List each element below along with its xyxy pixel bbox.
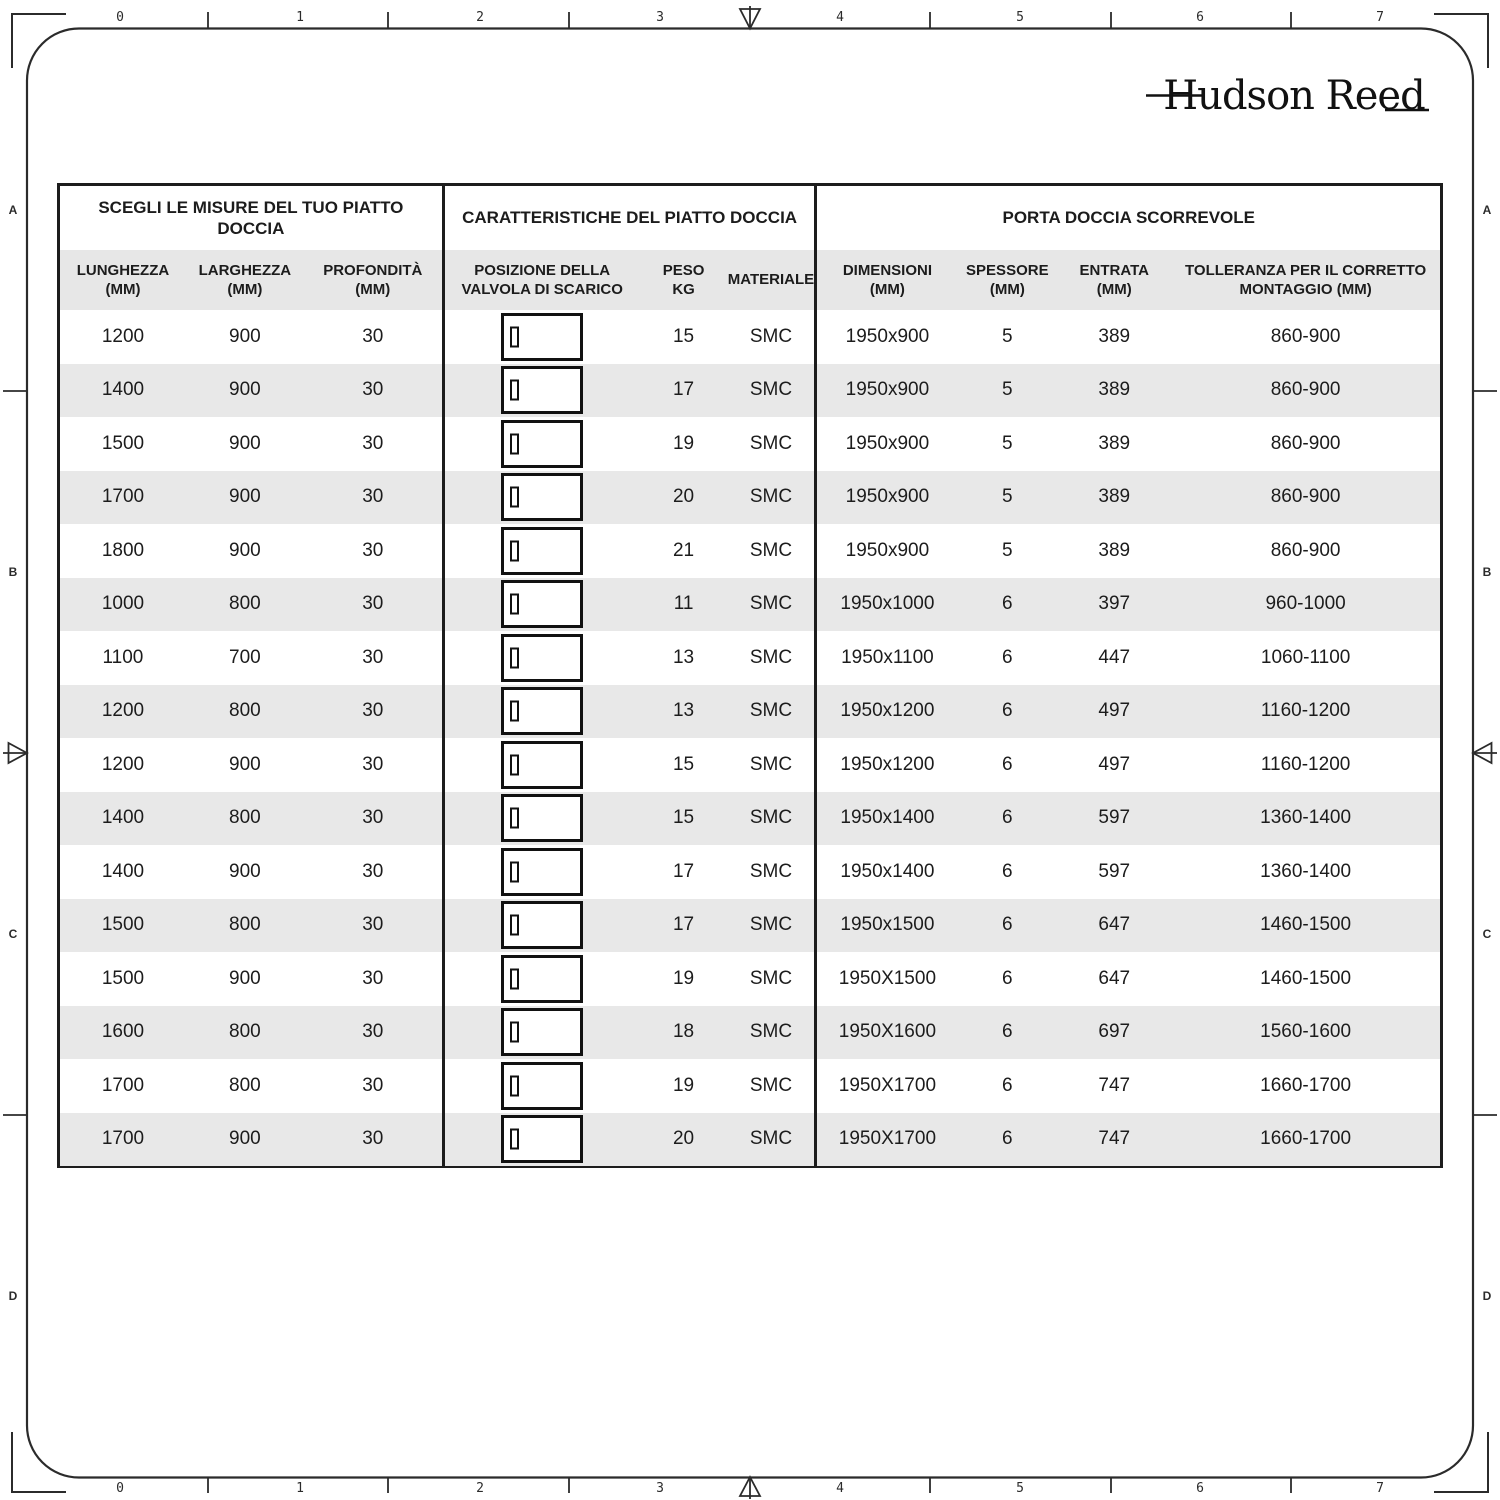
corner-trim-mark [1434,1432,1488,1492]
cell-spessore: 5 [1002,486,1013,508]
cell-profondita: 30 [362,486,384,508]
cell-tolleranza: 960-1000 [1265,593,1346,615]
cell-entrata: 389 [1098,486,1131,508]
drain-outlet-icon [510,701,519,722]
cell-dimensioni: 1950X1600 [838,1021,937,1043]
centering-arrow-bottom [740,1477,760,1499]
cell-entrata: 497 [1098,700,1131,722]
h-scale-label: 7 [1376,1481,1384,1496]
cell-profondita: 30 [362,646,384,668]
cell-dimensioni: 1950X1700 [838,1074,937,1096]
cell-entrata: 389 [1098,379,1131,401]
drain-outlet-icon [510,1129,519,1150]
column-header-entrata: ENTRATA (MM) [1079,261,1149,298]
table-row [60,792,1440,846]
cell-peso: 13 [672,646,695,668]
cell-tolleranza: 1660-1700 [1260,1074,1352,1096]
drain-valve-position-icon [501,901,583,949]
cell-dimensioni: 1950x1000 [840,593,935,615]
cell-materiale: SMC [749,593,793,615]
h-scale-label: 7 [1376,10,1384,25]
cell-lunghezza: 1600 [101,1021,145,1043]
drain-outlet-icon [510,861,519,882]
table-row [60,631,1440,685]
cell-materiale: SMC [749,486,793,508]
cell-peso: 17 [672,379,695,401]
cell-lunghezza: 1800 [101,539,145,561]
cell-peso: 17 [672,914,695,936]
cell-lunghezza: 1700 [101,1128,145,1150]
cell-profondita: 30 [362,753,384,775]
cell-profondita: 30 [362,914,384,936]
table-row [60,1113,1440,1167]
h-scale-label: 1 [296,1481,304,1496]
table-body [60,310,1440,1166]
cell-materiale: SMC [749,1074,793,1096]
cell-peso: 18 [672,1021,695,1043]
cell-valve-position [445,578,640,632]
cell-dimensioni: 1950x1400 [840,807,935,829]
cell-profondita: 30 [362,379,384,401]
cell-materiale: SMC [749,646,793,668]
cell-profondita: 30 [362,1128,384,1150]
cell-larghezza: 800 [229,914,261,936]
v-scale-label: B [1482,565,1492,579]
cell-valve-position [445,1059,640,1113]
cell-tolleranza: 1360-1400 [1260,860,1352,882]
cell-lunghezza: 1700 [101,486,145,508]
table-row [60,845,1440,899]
cell-spessore: 5 [1002,539,1013,561]
drain-valve-position-icon [501,1008,583,1056]
h-scale-label: 5 [1016,1481,1024,1496]
table-row [60,1006,1440,1060]
table-row [60,471,1440,525]
cell-peso: 15 [672,807,695,829]
cell-larghezza: 900 [229,325,261,347]
cell-tolleranza: 1660-1700 [1260,1128,1352,1150]
drain-valve-position-icon [501,955,583,1003]
cell-valve-position [445,738,640,792]
cell-spessore: 6 [1002,593,1013,615]
cell-dimensioni: 1950x900 [845,379,930,401]
cell-spessore: 6 [1002,860,1013,882]
h-scale-label: 2 [476,10,484,25]
cell-spessore: 6 [1002,753,1013,775]
h-scale-label: 0 [116,1481,124,1496]
drain-outlet-icon [510,1075,519,1096]
cell-tolleranza: 1160-1200 [1260,753,1351,775]
cell-peso: 20 [672,486,695,508]
cell-spessore: 6 [1002,807,1013,829]
cell-dimensioni: 1950x900 [845,432,930,454]
table-row [60,310,1440,364]
cell-entrata: 389 [1098,432,1131,454]
h-scale-label: 5 [1016,10,1024,25]
cell-profondita: 30 [362,432,384,454]
cell-larghezza: 900 [229,967,261,989]
cell-tolleranza: 860-900 [1270,539,1341,561]
cell-entrata: 647 [1098,914,1131,936]
cell-materiale: SMC [749,432,793,454]
cell-profondita: 30 [362,807,384,829]
v-scale-label: C [8,927,18,941]
cell-materiale: SMC [749,539,793,561]
cell-tolleranza: 1060-1100 [1260,646,1351,668]
cell-valve-position [445,792,640,846]
cell-entrata: 747 [1098,1074,1131,1096]
cell-peso: 11 [673,593,694,615]
cell-valve-position [445,524,640,578]
h-scale-label: 6 [1196,10,1204,25]
column-header-profondita: PROFONDITÀ (MM) [323,261,423,298]
column-header-spessore: SPESSORE (MM) [966,261,1049,298]
table-row [60,952,1440,1006]
cell-valve-position [445,1006,640,1060]
cell-spessore: 6 [1002,967,1013,989]
cell-lunghezza: 1700 [101,1074,145,1096]
drain-valve-position-icon [501,1062,583,1110]
drain-outlet-icon [510,754,519,775]
table-row [60,738,1440,792]
cell-materiale: SMC [749,700,793,722]
brand-logo [1160,73,1428,119]
cell-larghezza: 800 [229,1074,261,1096]
cell-entrata: 597 [1098,807,1131,829]
cell-spessore: 6 [1002,646,1013,668]
cell-lunghezza: 1400 [101,860,145,882]
cell-valve-position [445,1113,640,1167]
corner-trim-mark [12,14,66,68]
cell-peso: 21 [672,539,695,561]
column-header-tolleranza: TOLLERANZA PER IL CORRETTO MONTAGGIO (MM) [1185,261,1427,298]
cell-materiale: SMC [749,379,793,401]
table-row [60,899,1440,953]
cell-materiale: SMC [749,325,793,347]
table-row [60,685,1440,739]
centering-arrow-left [3,743,27,763]
cell-tolleranza: 1460-1500 [1260,967,1352,989]
cell-dimensioni: 1950x900 [845,325,930,347]
cell-larghezza: 900 [229,432,261,454]
section-title-misure-piatto: SCEGLI LE MISURE DEL TUO PIATTO DOCCIA [98,197,404,238]
cell-tolleranza: 860-900 [1270,486,1341,508]
cell-entrata: 597 [1098,860,1131,882]
cell-lunghezza: 1200 [101,325,145,347]
cell-spessore: 6 [1002,1128,1013,1150]
cell-larghezza: 800 [229,1021,261,1043]
column-header-lunghezza: LUNGHEZZA (MM) [76,261,170,298]
v-scale-label: C [1482,927,1492,941]
cell-materiale: SMC [749,1128,793,1150]
cell-entrata: 697 [1098,1021,1131,1043]
cell-tolleranza: 1360-1400 [1260,807,1352,829]
table-row [60,578,1440,632]
drain-outlet-icon [510,380,519,401]
cell-larghezza: 800 [229,593,261,615]
column-header-larghezza: LARGHEZZA (MM) [198,261,292,298]
cell-valve-position [445,631,640,685]
cell-lunghezza: 1400 [101,379,145,401]
drain-outlet-icon [510,540,519,561]
cell-spessore: 6 [1002,914,1013,936]
cell-lunghezza: 1200 [101,700,145,722]
h-scale-label: 4 [836,1481,844,1496]
cell-tolleranza: 1460-1500 [1260,914,1352,936]
v-scale-label: B [8,565,18,579]
drain-valve-position-icon [501,366,583,414]
cell-materiale: SMC [749,860,793,882]
cell-dimensioni: 1950x1100 [841,646,934,668]
cell-entrata: 497 [1098,753,1131,775]
column-header-materiale: MATERIALE [727,271,815,289]
cell-larghezza: 800 [229,807,261,829]
h-scale-label: 4 [836,10,844,25]
cell-dimensioni: 1950x1200 [840,753,935,775]
cell-lunghezza: 1500 [101,432,145,454]
drain-outlet-icon [510,487,519,508]
h-scale-label: 2 [476,1481,484,1496]
cell-tolleranza: 1560-1600 [1260,1021,1352,1043]
corner-trim-mark [1434,14,1488,68]
column-header-valve: POSIZIONE DELLA VALVOLA DI SCARICO [461,261,623,298]
cell-larghezza: 900 [229,379,261,401]
cell-dimensioni: 1950x1200 [840,700,935,722]
cell-peso: 19 [672,432,695,454]
cell-entrata: 747 [1098,1128,1131,1150]
cell-larghezza: 900 [229,539,261,561]
corner-trim-mark [12,1432,66,1492]
section-titles-row [60,186,1440,250]
cell-larghezza: 900 [229,1128,261,1150]
section-title-porta-doccia: PORTA DOCCIA SCORREVOLE [1002,208,1255,228]
drain-outlet-icon [510,1022,519,1043]
h-scale-label: 0 [116,10,124,25]
cell-dimensioni: 1950x1500 [840,914,935,936]
cell-tolleranza: 860-900 [1270,432,1341,454]
cell-peso: 20 [672,1128,695,1150]
column-header-dimensioni: DIMENSIONI (MM) [842,261,932,298]
drain-valve-position-icon [501,687,583,735]
cell-lunghezza: 1000 [101,593,145,615]
drain-valve-position-icon [501,741,583,789]
cell-dimensioni: 1950x1400 [840,860,935,882]
cell-profondita: 30 [362,700,384,722]
spec-table [57,183,1443,1168]
cell-entrata: 447 [1098,646,1131,668]
v-scale-label: A [1482,203,1492,217]
cell-larghezza: 800 [229,700,261,722]
cell-spessore: 6 [1002,1021,1013,1043]
drain-valve-position-icon [501,794,583,842]
cell-tolleranza: 1160-1200 [1260,700,1351,722]
cell-valve-position [445,310,640,364]
drain-outlet-icon [510,326,519,347]
cell-profondita: 30 [362,593,384,615]
drain-outlet-icon [510,915,519,936]
cell-lunghezza: 1400 [101,807,145,829]
drain-valve-position-icon [501,473,583,521]
cell-larghezza: 900 [229,486,261,508]
cell-peso: 19 [672,1074,695,1096]
cell-spessore: 6 [1002,1074,1013,1096]
cell-dimensioni: 1950x900 [845,486,930,508]
h-scale-label: 6 [1196,1481,1204,1496]
section-title-caratteristiche: CARATTERISTICHE DEL PIATTO DOCCIA [462,208,798,228]
cell-spessore: 5 [1002,325,1013,347]
cell-peso: 15 [672,753,695,775]
cell-valve-position [445,899,640,953]
cell-profondita: 30 [362,539,384,561]
cell-valve-position [445,364,640,418]
cell-valve-position [445,417,640,471]
column-header-peso: PESO KG [662,261,705,298]
centering-arrow-right [1473,743,1497,763]
drain-valve-position-icon [501,313,583,361]
cell-profondita: 30 [362,860,384,882]
cell-materiale: SMC [749,753,793,775]
cell-spessore: 5 [1002,379,1013,401]
cell-spessore: 6 [1002,700,1013,722]
cell-profondita: 30 [362,967,384,989]
h-scale-label: 3 [656,1481,664,1496]
v-scale-label: A [8,203,18,217]
cell-dimensioni: 1950x900 [845,539,930,561]
drain-outlet-icon [510,594,519,615]
cell-spessore: 5 [1002,432,1013,454]
table-row [60,417,1440,471]
cell-profondita: 30 [362,325,384,347]
cell-peso: 17 [672,860,695,882]
cell-lunghezza: 1100 [102,646,144,668]
cell-lunghezza: 1200 [101,753,145,775]
cell-peso: 13 [672,700,695,722]
cell-lunghezza: 1500 [101,967,145,989]
cell-dimensioni: 1950X1700 [838,1128,937,1150]
table-row [60,1059,1440,1113]
h-scale-label: 3 [656,10,664,25]
cell-peso: 19 [672,967,695,989]
v-scale-label: D [8,1289,18,1303]
column-headers-row [60,250,1440,310]
cell-larghezza: 900 [229,753,261,775]
cell-profondita: 30 [362,1021,384,1043]
drain-valve-position-icon [501,1115,583,1163]
cell-tolleranza: 860-900 [1270,325,1341,347]
table-row [60,364,1440,418]
drain-outlet-icon [510,433,519,454]
cell-entrata: 389 [1098,539,1131,561]
brand-logo-text: Hudson Reed [1163,73,1425,119]
drain-outlet-icon [510,808,519,829]
cell-materiale: SMC [749,914,793,936]
cell-larghezza: 900 [229,860,261,882]
drain-valve-position-icon [501,580,583,628]
cell-peso: 15 [672,325,695,347]
cell-larghezza: 700 [229,646,261,668]
drain-valve-position-icon [501,420,583,468]
cell-entrata: 389 [1098,325,1131,347]
drain-valve-position-icon [501,848,583,896]
drain-outlet-icon [510,968,519,989]
cell-dimensioni: 1950X1500 [838,967,937,989]
v-scale-label: D [1482,1289,1492,1303]
drain-valve-position-icon [501,527,583,575]
table-row [60,524,1440,578]
cell-lunghezza: 1500 [101,914,145,936]
cell-tolleranza: 860-900 [1270,379,1341,401]
cell-valve-position [445,845,640,899]
h-scale-label: 1 [296,10,304,25]
cell-entrata: 397 [1098,593,1131,615]
cell-entrata: 647 [1098,967,1131,989]
cell-valve-position [445,952,640,1006]
centering-arrow-top [740,6,760,29]
cell-materiale: SMC [749,967,793,989]
cell-profondita: 30 [362,1074,384,1096]
cell-materiale: SMC [749,1021,793,1043]
drain-valve-position-icon [501,634,583,682]
cell-materiale: SMC [749,807,793,829]
drain-outlet-icon [510,647,519,668]
cell-valve-position [445,471,640,525]
cell-valve-position [445,685,640,739]
